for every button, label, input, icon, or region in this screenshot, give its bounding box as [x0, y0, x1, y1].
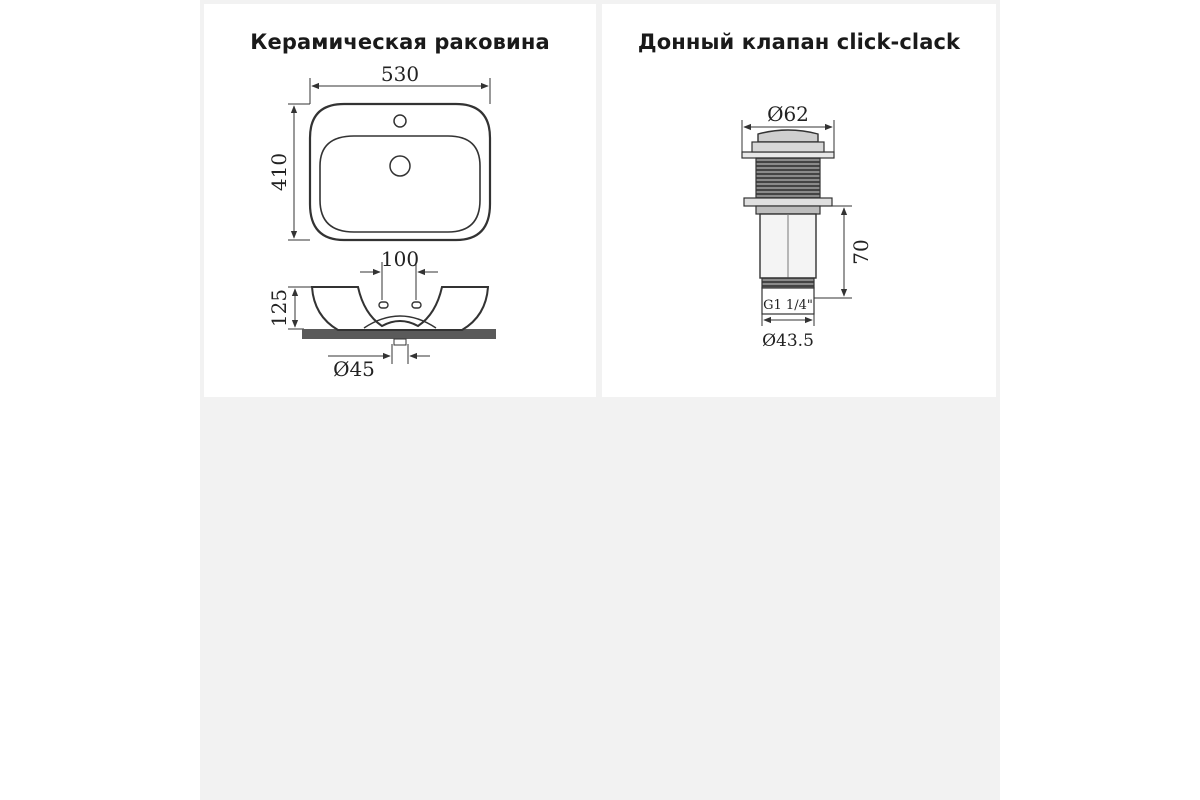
drain-diameter-dimension — [328, 344, 430, 381]
tap-spacing-dimension — [360, 247, 438, 300]
valve-panel — [602, 4, 996, 397]
valve-height-label: 70 — [849, 239, 873, 265]
tap-spacing-label: 100 — [380, 247, 420, 271]
sink-drawing — [204, 4, 596, 397]
height-label: 125 — [267, 288, 291, 328]
depth-label: 410 — [267, 152, 291, 192]
body-diameter-label: Ø43.5 — [762, 331, 814, 351]
valve-height-dimension — [814, 206, 873, 298]
sink-panel — [204, 4, 596, 397]
width-dimension — [310, 62, 490, 104]
valve-body — [742, 130, 834, 314]
height-dimension — [267, 287, 312, 329]
cap-diameter-label: Ø62 — [767, 102, 809, 126]
valve-title: Донный клапан click-clack — [637, 30, 961, 54]
sink-top-view — [310, 104, 490, 240]
valve-drawing — [602, 4, 996, 397]
thread-label: G1 1/4" — [763, 298, 813, 313]
sink-side-view — [302, 287, 496, 345]
drain-diameter-label: Ø45 — [333, 357, 375, 381]
faucet-hole — [394, 115, 406, 127]
width-label: 530 — [380, 62, 420, 86]
drain-hole — [390, 156, 410, 176]
depth-dimension — [267, 104, 310, 240]
body-diameter-dimension — [762, 314, 814, 351]
sink-title: Керамическая раковина — [250, 30, 550, 54]
